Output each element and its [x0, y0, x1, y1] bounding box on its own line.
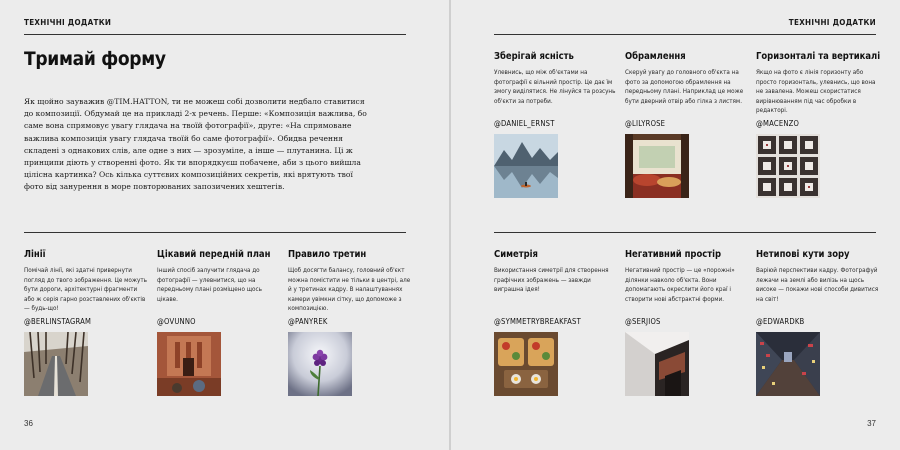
- card-username: @EDWARDKB: [756, 317, 805, 326]
- top-rule: [494, 34, 876, 35]
- card-username: @SYMMETRYBREAKFAST: [494, 317, 581, 326]
- card-username: @DANIEL_ERNST: [494, 119, 555, 128]
- intro-paragraph: Як щойно зауважив @TIM.HATTON, ти не можеш собі дозволити недбало ставитися до композиції. Обдумай це на прикладі 2-х речень. Перше: «Композиція важлива, бо саме вона спрямовує увагу глядача на твоїй фотографії», друге: «На спрямоване важлива композиція увагу глядача твоїй бо саме фотографії». Обидва речення складені з однакових слів, але одне з них — зрозуміле, а інше — плутанина. Ці ж принципи діють у створенні фото. Як ти впорядкуєш побачене, аби з цього вийшла цілісна картинка? Ось кілька суттєвих композиційних секретів, які врятують твої фото від занурення в море повторюваних запозичених хештегів.: [24, 97, 367, 192]
- left-page: [0, 0, 449, 450]
- page-number: 37: [867, 419, 876, 428]
- card-title: Правило третин: [288, 249, 367, 260]
- card-description: Негативний простір — це «порожні» ділянки навколо об'єкта. Вони допомагають окреслити його краї і створити нові абстрактні форми.: [625, 267, 735, 303]
- card-description: Щоб досягти балансу, головний об'єкт можна помістити не тільки в центрі, але й у третинах кадру. В налаштуваннях камери увімкни сітку, що допоможе з композицією.: [288, 267, 411, 313]
- section-rule: [494, 232, 876, 233]
- card-title: Горизонталі та вертикалі: [756, 51, 881, 62]
- page-title: Тримай форму: [24, 48, 166, 70]
- card-description: Помічай лінії, які здатні привернути погляд до твого зображення. Це можуть бути дороги, архітектурні фрагменти або ж серія гарно розставлених об'єктів — будь-що!: [24, 267, 147, 313]
- card-username: @SERJIOS: [625, 317, 661, 326]
- section-label: ТЕХНІЧНІ ДОДАТКИ: [788, 18, 876, 27]
- card-username: @PANYREK: [288, 317, 328, 326]
- card-title: Нетипові кути зору: [756, 249, 850, 260]
- card-horizontals-verticals: [756, 51, 881, 198]
- card-unusual-angles: [756, 249, 881, 396]
- section-label: ТЕХНІЧНІ ДОДАТКИ: [24, 18, 112, 27]
- card-description: Улевнись, що між об'єктами на фотографії є вільний простір. Це дає їм змогу виділятися. Не лінуйся та розсунь об'єкти за потреби.: [494, 69, 616, 105]
- card-title: Лінії: [24, 249, 46, 260]
- card-title: Симетрія: [494, 249, 538, 260]
- section-rule: [24, 232, 406, 233]
- city-street-photo: [756, 332, 820, 396]
- card-negative-space: [625, 249, 750, 396]
- card-username: @MACENZO: [756, 119, 800, 128]
- card-title: Цікавий передній план: [157, 249, 271, 260]
- card-description: Використання симетрії для створення графічних зображень — завжди виграшна ідея!: [494, 267, 609, 294]
- card-description: Скеруй увагу до головного об'єкта на фото за допомогою обрамлення на передньому плані. Наприклад це може бути дверний отвір або гілка з листям.: [625, 69, 744, 105]
- tiled-pattern-photo: [756, 134, 820, 198]
- card-username: @OVUNNO: [157, 317, 196, 326]
- card-symmetry: [494, 249, 619, 396]
- card-lines: [24, 249, 149, 396]
- flower-sky-photo: [288, 332, 352, 396]
- top-rule: [24, 34, 406, 35]
- road-forest-photo: [24, 332, 88, 396]
- card-clarity: [494, 51, 619, 198]
- card-description: Інший спосіб залучити глядача до фотографії — улевнитися, що на передньому плані розміщено щось цікаве.: [157, 267, 262, 303]
- architecture-shadow-photo: [625, 332, 689, 396]
- card-framing: [625, 51, 750, 198]
- card-title: Зберігай ясність: [494, 51, 574, 62]
- card-foreground: [157, 249, 282, 396]
- card-title: Негативний простір: [625, 249, 722, 260]
- card-rule-of-thirds: [288, 249, 413, 396]
- right-page: [451, 0, 900, 450]
- card-description: Варіюй перспективи кадру. Фотографуй лежачи на землі або вилізь на щось високе — покажи нові способи дивитися на світ!: [756, 267, 879, 303]
- page-number: 36: [24, 419, 33, 428]
- card-username: @BERLINSTAGRAM: [24, 317, 92, 326]
- doorway-room-photo: [625, 134, 689, 198]
- petra-treasury-photo: [157, 332, 221, 396]
- lake-mountains-canoe-photo: [494, 134, 558, 198]
- card-username: @LILYROSE: [625, 119, 666, 128]
- card-title: Обрамлення: [625, 51, 686, 62]
- card-description: Якщо на фото є лінія горизонту або просто горизонталь, улевнись, що вона не завалена. Можеш скористатися вирівнюванням під час обробки в редакторі.: [756, 69, 876, 115]
- breakfast-toast-photo: [494, 332, 558, 396]
